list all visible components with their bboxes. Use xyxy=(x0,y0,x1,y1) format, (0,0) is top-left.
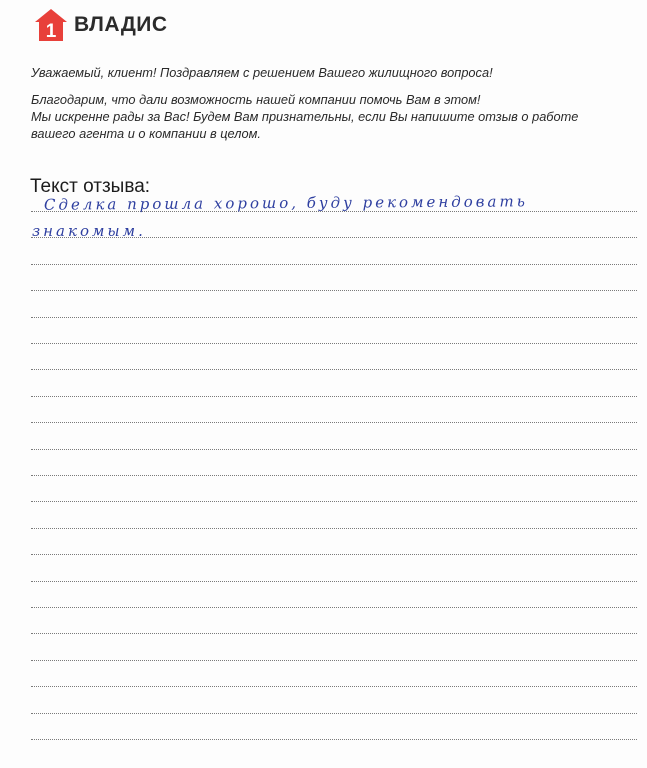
handwritten-review-line-1: Сделка прошла хорошо, буду рекомендовать xyxy=(43,192,528,214)
thanks-line-3: вашего агента и о компании в целом. xyxy=(31,126,261,141)
review-heading: Текст отзыва: xyxy=(30,176,151,197)
ruled-line xyxy=(31,660,637,661)
ruled-line xyxy=(31,633,637,634)
ruled-line xyxy=(31,396,637,397)
ruled-line xyxy=(31,739,637,740)
thanks-line-2: Мы искренне рады за Вас! Будем Вам признательны, если Вы напишите отзыв о работе xyxy=(31,109,579,124)
ruled-line xyxy=(31,369,637,370)
brand-logo xyxy=(34,8,168,42)
greeting-text: Уважаемый, клиент! Поздравляем с решением Вашего жилищного вопроса! xyxy=(31,65,493,80)
brand-name: ВЛАДИС xyxy=(74,13,168,36)
ruled-line xyxy=(31,581,637,582)
ruled-line xyxy=(31,422,637,423)
ruled-line xyxy=(31,475,637,476)
ruled-line xyxy=(31,290,637,291)
ruled-line xyxy=(31,607,637,608)
thanks-paragraph xyxy=(31,91,621,142)
house-badge-icon xyxy=(34,8,68,42)
ruled-line xyxy=(31,343,637,344)
ruled-line xyxy=(31,686,637,687)
handwritten-review-line-2: знакомым. xyxy=(32,222,146,240)
thanks-line-1: Благодарим, что дали возможность нашей компании помочь Вам в этом! xyxy=(31,92,481,107)
ruled-line xyxy=(31,317,637,318)
ruled-line xyxy=(31,449,637,450)
ruled-line xyxy=(31,501,637,502)
ruled-line xyxy=(31,264,637,265)
ruled-line xyxy=(31,554,637,555)
badge-digit: 1 xyxy=(45,21,57,42)
ruled-line xyxy=(31,713,637,714)
ruled-line xyxy=(31,528,637,529)
